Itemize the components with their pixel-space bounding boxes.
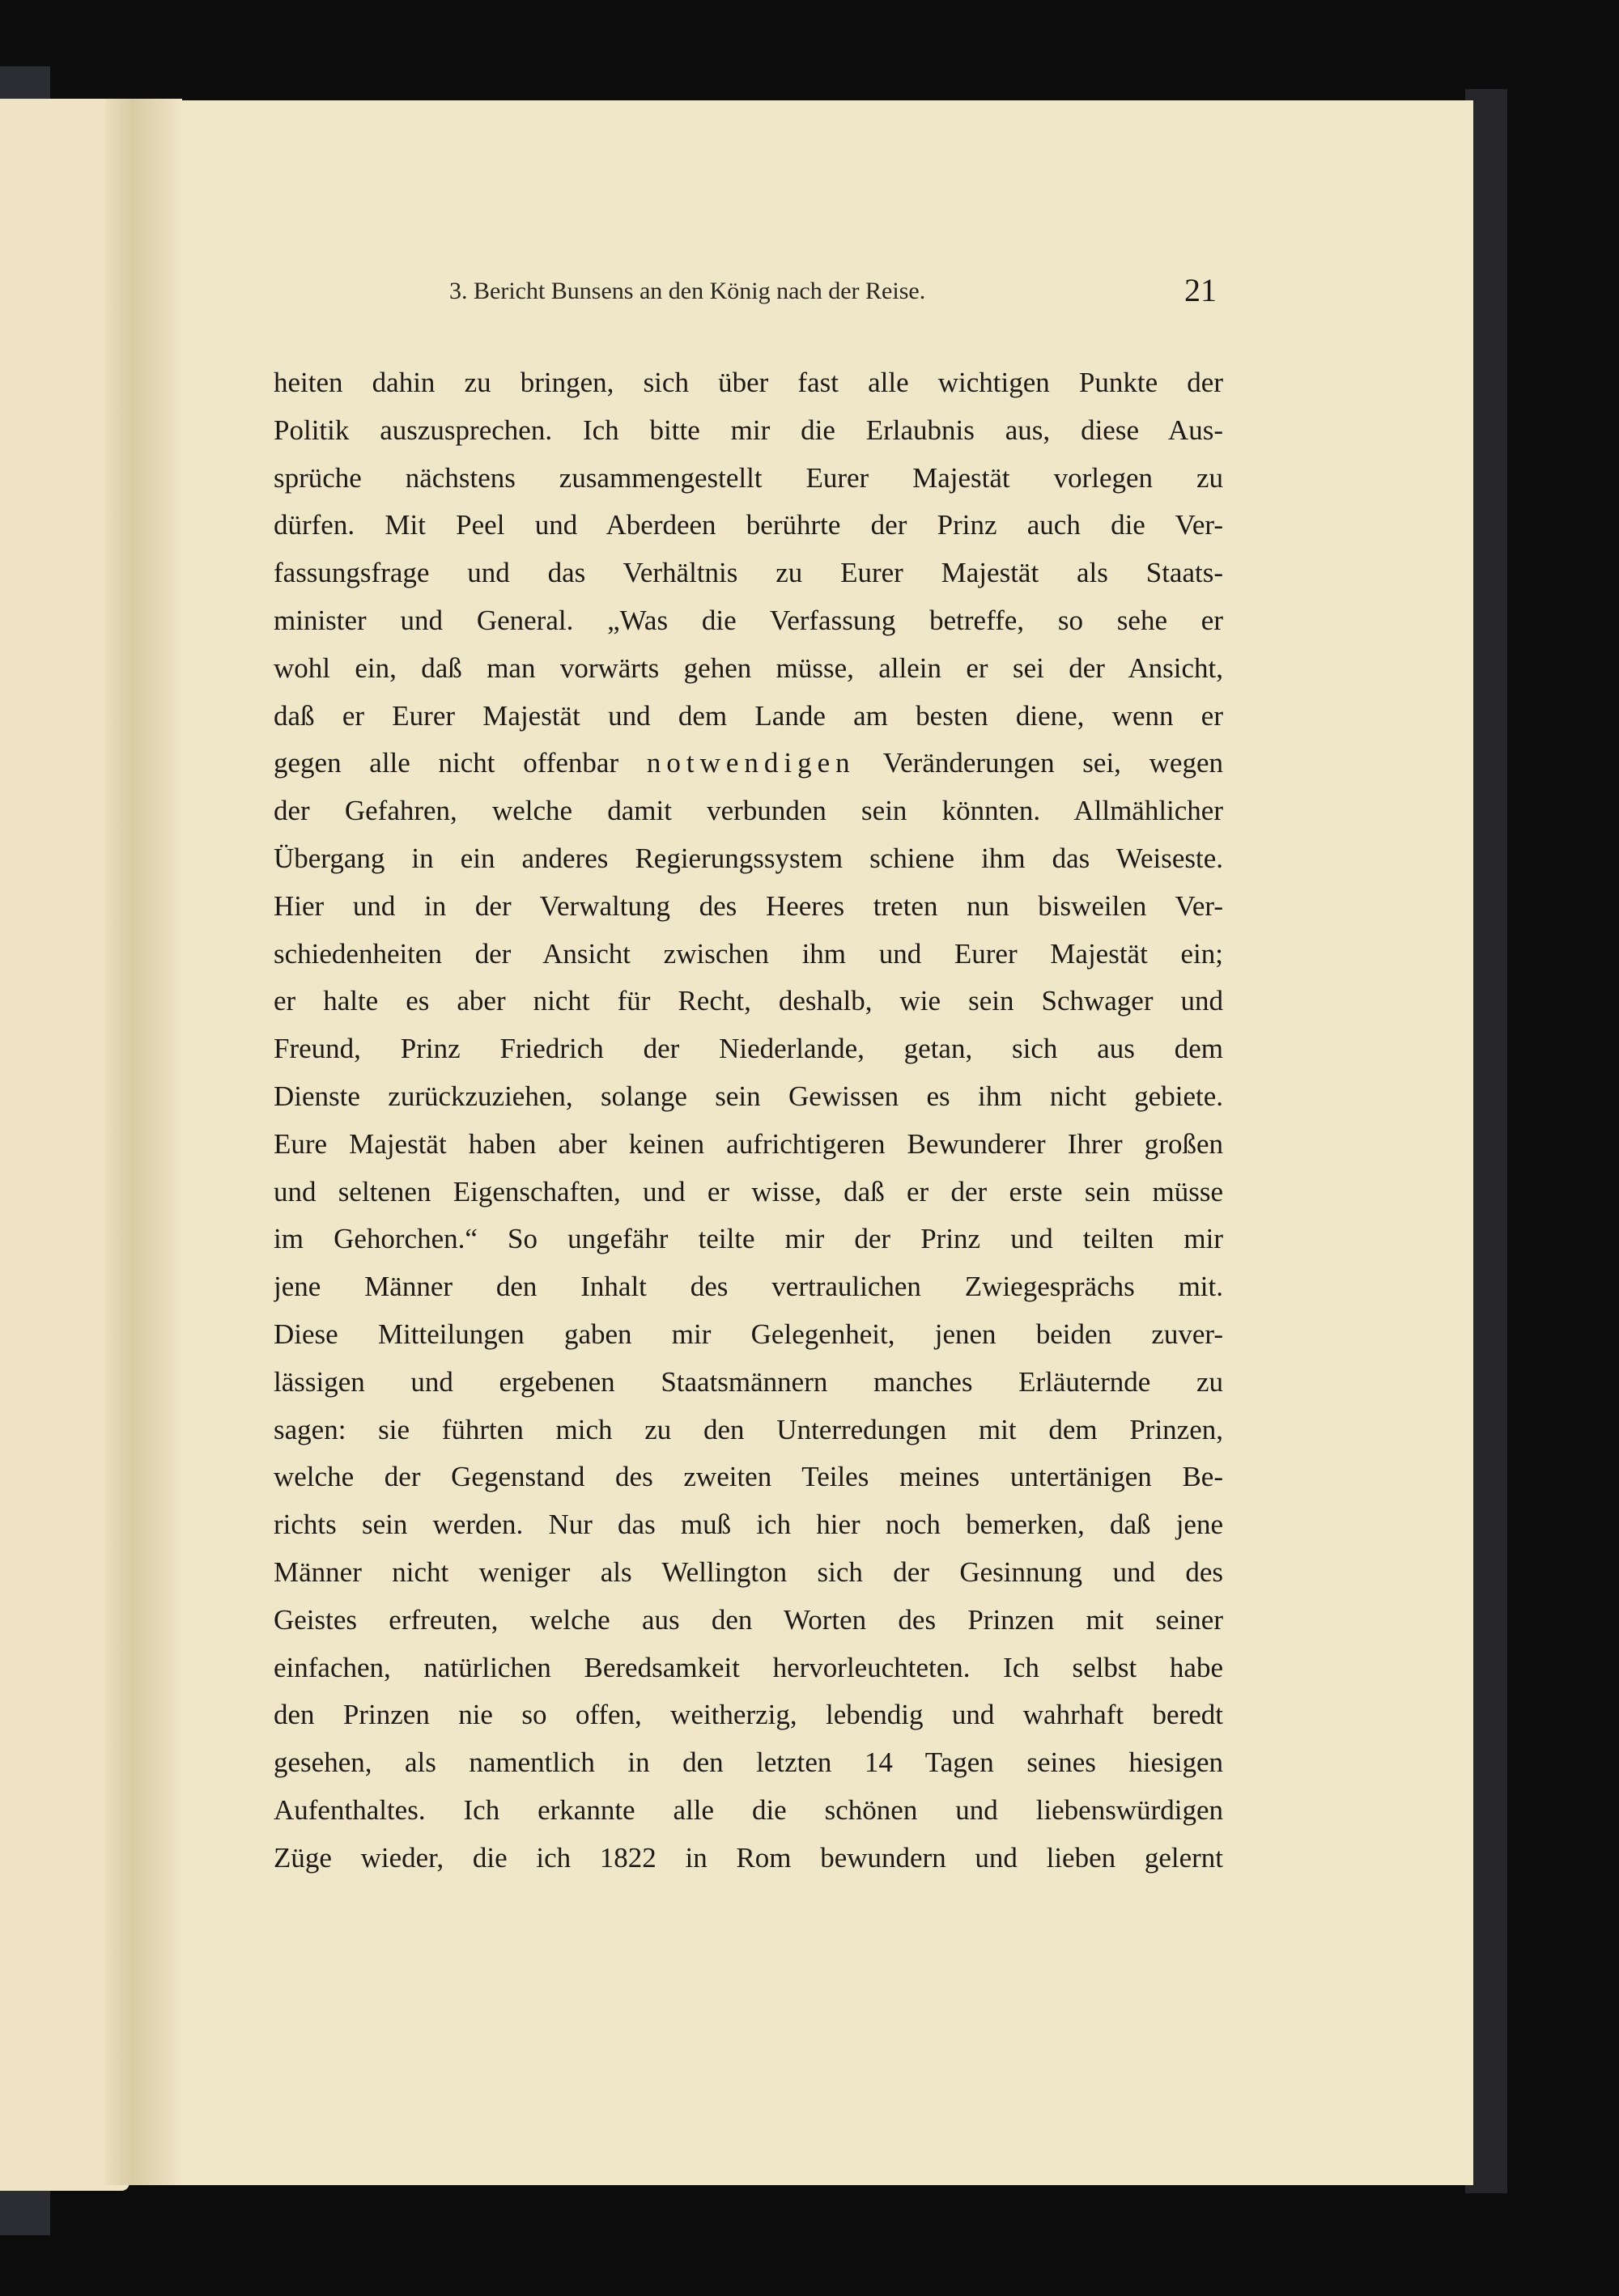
text-line [274,1311,1223,1359]
text-line [274,1549,1223,1597]
text-line [274,978,1223,1025]
text-line [274,550,1223,597]
text-line [274,1454,1223,1501]
text-line [274,455,1223,503]
page-gutter [105,99,182,2185]
text-line [274,359,1223,407]
text-line-content: Freund, Prinz Friedrich der Niederlande, getan, sich aus dem [274,1033,1223,1065]
text-line [274,931,1223,978]
text-line-content: jene Männer den Inhalt des vertraulichen Zwiegesprächs mit. [274,1271,1223,1303]
text-line-content: Dienste zurückzuziehen, solange sein Gewissen es ihm nicht gebiete. [274,1080,1223,1112]
text-line-content: Züge wieder, die ich 1822 in Rom bewundern und lieben gelernt [274,1841,1223,1874]
text-line-content: Übergang in ein anderes Regierungssystem schiene ihm das Weiseste. [274,842,1223,874]
text-line-content: Aufenthaltes. Ich erkannte alle die schönen und liebenswürdigen [274,1793,1223,1826]
text-line [274,1407,1223,1454]
text-line-content: Hier und in der Verwaltung des Heeres treten nun bisweilen Ver- [274,889,1223,922]
text-line [274,1645,1223,1692]
text-line [274,787,1223,835]
text-line-content: sagen: sie führten mich zu den Unterredungen mit dem Prinzen, [274,1413,1223,1445]
text-line-content: und seltenen Eigenschaften, und er wisse, daß er der erste sein müsse [274,1175,1223,1207]
text-line-content: Politik auszusprechen. Ich bitte mir die Erlaubnis aus, diese Aus- [274,414,1223,446]
text-line-content: den Prinzen nie so offen, weitherzig, lebendig und wahrhaft beredt [274,1699,1223,1731]
text-line-content: lässigen und ergebenen Staatsmännern manches Erläuternde zu [274,1365,1223,1398]
text-line-content [274,747,1223,779]
text-line [274,1597,1223,1645]
text-line-content: Eure Majestät haben aber keinen aufrichtigeren Bewunderer Ihrer großen [274,1127,1223,1160]
text-line-content: heiten dahin zu bringen, sich über fast alle wichtigen Punkte der [274,367,1223,398]
text-line-content: richts sein werden. Nur das muß ich hier noch bemerken, daß jene [274,1509,1223,1541]
text-line-content: daß er Eurer Majestät und dem Lande am besten diene, wenn er [274,699,1223,732]
text-line-content: Männer nicht weniger als Wellington sich der Gesinnung und des [274,1555,1223,1588]
text-line [274,1501,1223,1549]
text-line [274,1216,1223,1263]
text-line [274,1359,1223,1407]
text-line [274,645,1223,693]
text-line [274,1169,1223,1216]
text-line-content: dürfen. Mit Peel und Aberdeen berührte der Prinz auch die Ver- [274,509,1223,541]
text-line-content: gesehen, als namentlich in den letzten 14 Tagen seines hiesigen [274,1746,1223,1779]
text-line-content: Diese Mitteilungen gaben mir Gelegenheit, jenen beiden zuver- [274,1318,1223,1350]
text-line [274,740,1223,787]
text-line [274,407,1223,455]
text-line-content: wohl ein, daß man vorwärts gehen müsse, allein er sei der Ansicht, [274,651,1223,684]
emphasized-word: notwendigen [646,747,856,779]
text-line [274,1263,1223,1311]
text-line-content: der Gefahren, welche damit verbunden sein könnten. Allmählicher [274,795,1223,827]
text-line [274,1787,1223,1835]
page-number: 21 [1184,272,1217,308]
text-line [274,1121,1223,1169]
text-line-content: fassungsfrage und das Verhältnis zu Eurer Majestät als Staats- [274,557,1223,589]
text-line [274,1835,1223,1882]
text-line [274,835,1223,883]
text-line-content: einfachen, natürlichen Beredsamkeit hervorleuchteten. Ich selbst habe [274,1651,1223,1683]
text-line [274,693,1223,741]
text-line-content: sprüche nächstens zusammengestellt Eurer Majestät vorlegen zu [274,461,1223,494]
text-line [274,1691,1223,1739]
text-segment: gegen alle nicht offenbar [274,747,619,779]
text-line-content: Geistes erfreuten, welche aus den Worten des Prinzen mit seiner [274,1603,1223,1636]
text-segment: Veränderungen sei, wegen [882,747,1223,779]
text-line [274,1739,1223,1787]
text-line [274,883,1223,931]
text-line [274,502,1223,550]
body-text [274,359,1223,1882]
text-line-content: minister und General. „Was die Verfassung betreffe, so sehe er [274,604,1223,636]
text-line-content: er halte es aber nicht für Recht, deshalb, wie sein Schwager und [274,985,1223,1017]
text-line [274,1073,1223,1121]
text-line-content: im Gehorchen.“ So ungefähr teilte mir der Prinz und teilten mir [274,1223,1223,1255]
text-line [274,1025,1223,1073]
text-line-content: schiedenheiten der Ansicht zwischen ihm und Eurer Majestät ein; [274,937,1223,970]
running-head: 3. Bericht Bunsens an den König nach der Reise. [449,278,926,304]
text-line-content: welche der Gegenstand des zweiten Teiles meines untertänigen Be- [274,1461,1223,1493]
text-line [274,597,1223,645]
